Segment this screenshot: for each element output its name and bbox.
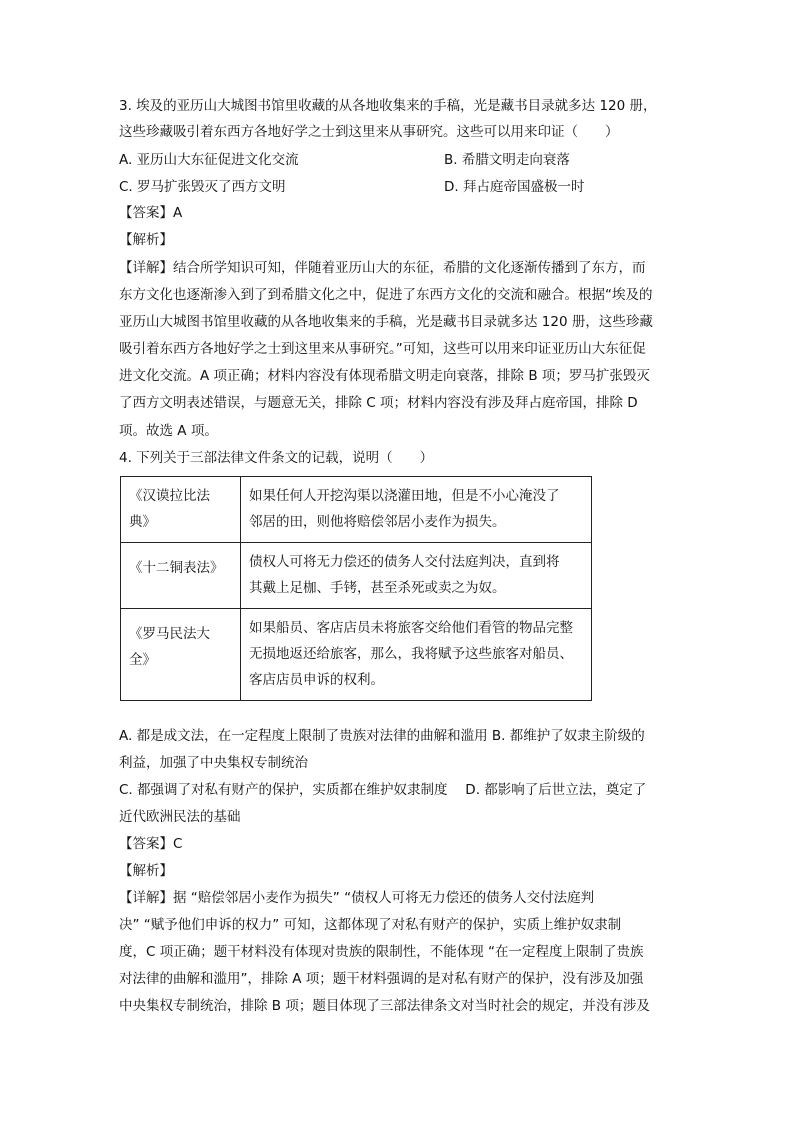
q3-detail-line: 亚历山大城图书馆里收藏的从各地收集来的手稿，光是藏书目录就多达 120 册，这些珍藏 xyxy=(119,314,653,330)
law-text-line: 客店店员申诉的权利。 xyxy=(249,672,384,688)
law-name-text: 《十二铜表法》 xyxy=(129,560,224,576)
q4-detail-line: 中央集权专制统治，排除 B 项；题目体现了三部法律条文对当时社会的规定，并没有涉及 xyxy=(119,998,650,1014)
law-name-cell xyxy=(121,477,241,543)
law-text-cell xyxy=(241,609,592,701)
law-text-line: 邻居的田，则他将赔偿邻居小麦作为损失。 xyxy=(249,514,506,530)
law-name-text: 全》 xyxy=(129,652,156,668)
law-text-line: 债权人可将无力偿还的债务人交付法庭判决，直到将 xyxy=(249,554,560,570)
q4-stem: 4. 下列关于三部法律文件条文的记载，说明（ ） xyxy=(119,450,434,466)
table-row xyxy=(121,609,592,701)
law-table xyxy=(120,476,592,701)
q4-option-line: C. 都强调了对私有财产的保护，实质都在维护奴隶制度 D. 都影响了后世立法，奠定了 xyxy=(119,782,647,798)
law-text-cell xyxy=(241,477,592,543)
q4-detail-line: 度，C 项正确；题干材料没有体现对贵族的限制性，不能体现 “在一定程度上限制了贵族 xyxy=(119,944,644,960)
law-text-line: 无损地返还给旅客，那么，我将赋予这些旅客对船员、 xyxy=(249,646,573,662)
q4-option-line: 利益，加强了中央集权专制统治 xyxy=(119,755,308,771)
q4-option-line: 近代欧洲民法的基础 xyxy=(119,809,241,825)
q4-detail-line: 对法律的曲解和滥用”，排除 A 项；题干材料强调的是对私有财产的保护，没有涉及加强 xyxy=(119,971,644,987)
q4-detail-line: 决” “赋予他们申诉的权力” 可知，这都体现了对私有财产的保护，实质上维护奴隶制 xyxy=(119,917,622,933)
law-name-text: 《汉谟拉比法 xyxy=(129,488,210,504)
q4-analysis-heading: 【解析】 xyxy=(119,863,173,879)
law-name-text: 《罗马民法大 xyxy=(129,626,210,642)
q3-analysis-heading: 【解析】 xyxy=(119,232,173,248)
q3-detail-line: 进文化交流。A 项正确；材料内容没有体现希腊文明走向衰落，排除 B 项；罗马扩张毁灭 xyxy=(119,368,650,384)
table-row xyxy=(121,543,592,609)
q3-answer: 【答案】A xyxy=(119,205,183,221)
q3-stem-line: 这些珍藏吸引着东西方各地好学之士到这里来从事研究。这些可以用来印证（ ） xyxy=(119,124,619,140)
q3-detail-line: 【详解】结合所学知识可知，伴随着亚历山大的东征，希腊的文化逐渐传播到了东方，而 xyxy=(119,260,646,276)
q3-option-b: B. 希腊文明走向衰落 xyxy=(444,152,570,168)
table-row xyxy=(121,477,592,543)
law-name-text: 典》 xyxy=(129,514,156,530)
q3-detail-line: 东方文化也逐渐渗入到了到希腊文化之中，促进了东西方文化的交流和融合。根据“埃及的 xyxy=(119,287,653,303)
q3-option-a: A. 亚历山大东征促进文化交流 xyxy=(119,152,299,168)
q3-detail-line: 吸引着东西方各地好学之士到这里来从事研究。”可知，这些可以用来印证亚历山大东征促 xyxy=(119,341,646,357)
q4-answer: 【答案】C xyxy=(119,836,183,852)
law-text-line: 如果船员、客店店员未将旅客交给他们看管的物品完整 xyxy=(249,620,573,636)
q3-stem-line: 3. 埃及的亚历山大城图书馆里收藏的从各地收集来的手稿，光是藏书目录就多达 120 册， xyxy=(119,98,657,114)
q3-option-d: D. 拜占庭帝国盛极一时 xyxy=(444,179,585,195)
q4-detail-line: 【详解】据 “赔偿邻居小麦作为损失” “债权人可将无力偿还的债务人交付法庭判 xyxy=(119,890,595,906)
q3-option-c: C. 罗马扩张毁灭了西方文明 xyxy=(119,179,286,195)
law-text-line: 如果任何人开挖沟渠以浇灌田地，但是不小心淹没了 xyxy=(249,488,560,504)
law-text-line: 其戴上足枷、手铐，甚至杀死或卖之为奴。 xyxy=(249,580,506,596)
law-name-cell xyxy=(121,543,241,609)
law-text-cell xyxy=(241,543,592,609)
q3-detail-line: 项。故选 A 项。 xyxy=(119,423,218,439)
law-name-cell xyxy=(121,609,241,701)
q4-option-line: A. 都是成文法，在一定程度上限制了贵族对法律的曲解和滥用 B. 都维护了奴隶主阶级的 xyxy=(119,728,645,744)
q3-detail-line: 了西方文明表述错误，与题意无关，排除 C 项；材料内容没有涉及拜占庭帝国，排除 D xyxy=(119,395,638,411)
